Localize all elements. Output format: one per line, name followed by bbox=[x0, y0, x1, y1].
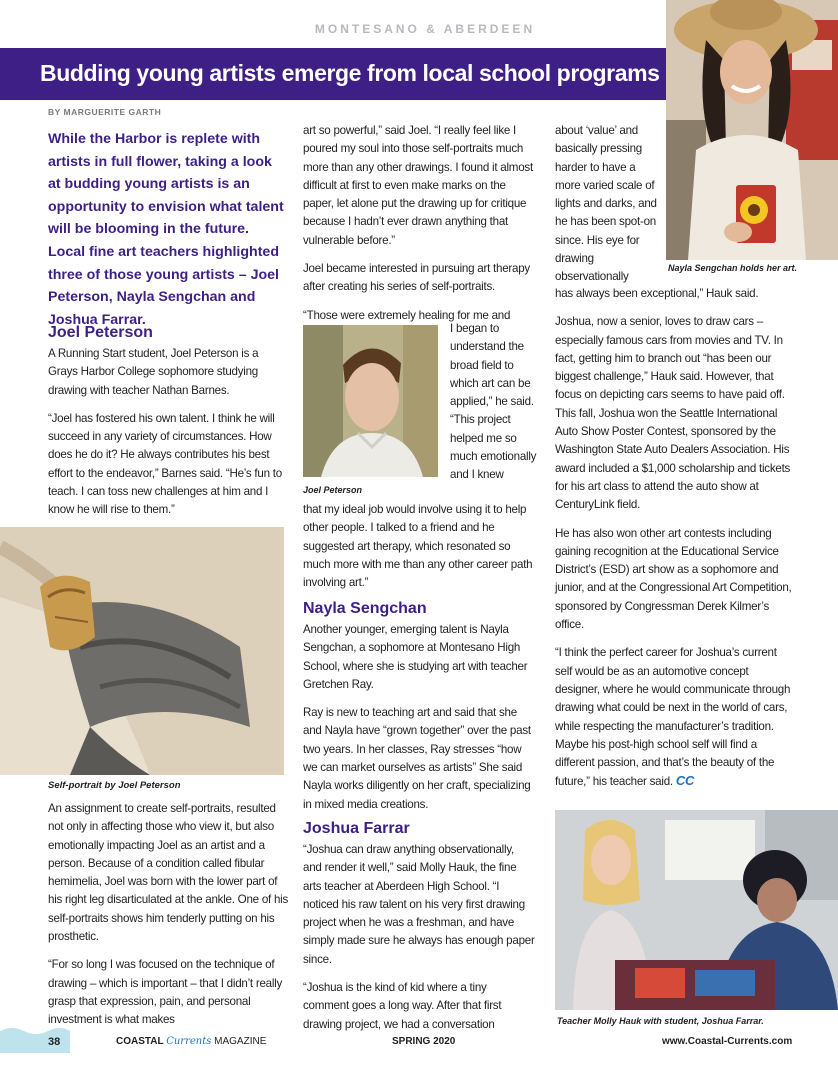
column-2-joshua bbox=[303, 841, 535, 1044]
magazine-brand: COASTAL bbox=[116, 1036, 164, 1047]
page-number: 38 bbox=[48, 1036, 61, 1048]
issue-date: SPRING 2020 bbox=[392, 1036, 456, 1047]
paragraph-text: “I think the perfect career for Joshua’s current self would be as an automotive concept designer, where he would communicate through drawing what could be next in the world of cars, while respecting the manufacturer’s tradition. Maybe his post-high school self will find a different passion, and that’s the beauty of the future,” his teacher said. bbox=[555, 646, 791, 789]
column-2-top bbox=[303, 122, 535, 325]
caption-self-portrait: Self-portrait by Joel Peterson bbox=[48, 780, 181, 791]
page-title: Budding young artists emerge from local school programs bbox=[40, 60, 660, 86]
paragraph: “Joel has fostered his own talent. I think he will succeed in any variety of circumstances. How does he do it? He always contributes his best effort to the endeavor,” Barnes said. “He’s fun to teach. I can toss new challenges at him and I know he will rise to them.” bbox=[48, 411, 282, 517]
column-3-narrow bbox=[555, 122, 660, 287]
photo-joel bbox=[303, 325, 438, 477]
heading-joel-peterson: Joel Peterson bbox=[48, 324, 153, 341]
lede-paragraph: While the Harbor is replete with artists in full flower, taking a look at budding young artists is an opportunity to envision what talent will be blooming in the future. Local fine art teachers highlighted three of those young artists – Joel Peterson, Nayla Sengchan and Joshua Farrar. bbox=[48, 131, 284, 328]
magazine-name bbox=[116, 1036, 266, 1047]
title-banner bbox=[0, 48, 666, 100]
column-2-bottom bbox=[303, 501, 535, 602]
paragraph: art so powerful,” said Joel. “I really feel like I poured my soul into those self-portraits much more than any other drawings. I found it almost difficult at first to even make marks on the paper, let alone put the drawing up for critique because I hadn’t ever drawn anything that vulnerable before.” bbox=[303, 124, 533, 247]
paragraph bbox=[555, 644, 793, 791]
column-2-nayla bbox=[303, 621, 535, 824]
caption-nayla: Nayla Sengchan holds her art. bbox=[668, 263, 798, 273]
paragraph: An assignment to create self-portraits, resulted not only in affecting those who view it, but also emotionally impacting Joel as an artist and a person. Because of a condition called fibular hemimelia, Joel was born with the lower part of his right leg disarticulated at the ankle. One of his self-portraits shows him tenderly putting on his prosthetic. bbox=[48, 802, 289, 944]
column-3-main bbox=[555, 285, 793, 792]
paragraph: “Those were extremely healing for me and bbox=[303, 308, 511, 322]
website: www.Coastal-Currents.com bbox=[662, 1036, 793, 1047]
magazine-suffix: MAGAZINE bbox=[214, 1036, 267, 1047]
photo-nayla bbox=[666, 0, 838, 260]
paragraph: that my ideal job would involve using it to help other people. I talked to a friend and he suggested art therapy, which resonated so much more with me than any other career path involving art.” bbox=[303, 503, 533, 590]
paragraph: has always been exceptional,” Hauk said. bbox=[555, 287, 759, 300]
paragraph: He has also won other art contests including gaining recognition at the Educational Service District’s (ESD) art show as a sophomore and junior, and at the Congressional Art Competition, sponsored by Congressman Derek Kilmer’s office. bbox=[555, 526, 792, 632]
joel-image bbox=[303, 325, 438, 477]
paragraph: A Running Start student, Joel Peterson is a Grays Harbor College sophomore studying drawing with teacher Nathan Barnes. bbox=[48, 347, 259, 397]
heading-nayla-sengchan: Nayla Sengchan bbox=[303, 600, 427, 617]
heading-joshua-farrar: Joshua Farrar bbox=[303, 820, 410, 837]
column-1-top bbox=[48, 345, 290, 530]
column-1-bottom bbox=[48, 800, 290, 1040]
nayla-image bbox=[666, 0, 838, 260]
paragraph: Another younger, emerging talent is Nayla Sengchan, a sophomore at Montesano High School, where she is studying art with teacher Gretchen Ray. bbox=[303, 623, 528, 691]
column-2-wrap bbox=[450, 320, 540, 485]
paragraph: Ray is new to teaching art and said that she and Nayla have “grown together” over the past two years. In her classes, Ray stresses “how we can market ourselves as artists” She said Nayla works diligently on her craft, specializing in mixed media creations. bbox=[303, 706, 531, 811]
paragraph: about ‘value’ and basically pressing harder to have a more varied scale of lights and darks, and he has been spot-on since. His eye for drawing observationally bbox=[555, 124, 657, 284]
caption-joel: Joel Peterson bbox=[303, 485, 363, 495]
paragraph: I began to understand the broad field to which art can be applied,” he said. “This project helped me so much emotionally and I knew bbox=[450, 322, 537, 482]
paragraph: “For so long I was focused on the technique of drawing – which is important – that I didn’t really grasp that expression, pain, and personal investment is what makes bbox=[48, 958, 283, 1027]
paragraph: Joshua, now a senior, loves to draw cars – especially famous cars from movies and TV. In fact, getting him to branch out “has been our biggest challenge,” Hauk said. However, that focus on depicting cars seems to have paid off. This fall, Joshua won the Seattle International Auto Show Poster Contest, sponsored by the Washington State Auto Dealers Association. His award included a $1,000 scholarship and tickets for his art class to attend the auto show at CenturyLink field. bbox=[555, 315, 791, 512]
caption-teacher: Teacher Molly Hauk with student, Joshua Farrar. bbox=[557, 1016, 764, 1026]
self-portrait-image bbox=[0, 527, 284, 775]
magazine-script: Currents bbox=[166, 1036, 212, 1047]
teacher-student-image bbox=[555, 810, 838, 1010]
paragraph: Joel became interested in pursuing art therapy after creating his series of self-portraits. bbox=[303, 262, 530, 294]
byline: BY MARGUERITE GARTH bbox=[48, 107, 162, 117]
paragraph: “Joshua is the kind of kid where a tiny comment goes a long way. After that first drawing project, we had a conversation bbox=[303, 981, 502, 1031]
end-mark-logo: CC bbox=[675, 773, 695, 789]
photo-self-portrait bbox=[0, 527, 284, 775]
paragraph: “Joshua can draw anything observationally, and render it well,” said Molly Hauk, the fine arts teacher at Aberdeen High School. “I noticed his raw talent on his very first drawing project when he was a freshman, and have simply made sure he always has enough paper since. bbox=[303, 843, 535, 966]
photo-teacher-student bbox=[555, 810, 838, 1010]
section-kicker: MONTESANO & ABERDEEN bbox=[314, 22, 536, 36]
